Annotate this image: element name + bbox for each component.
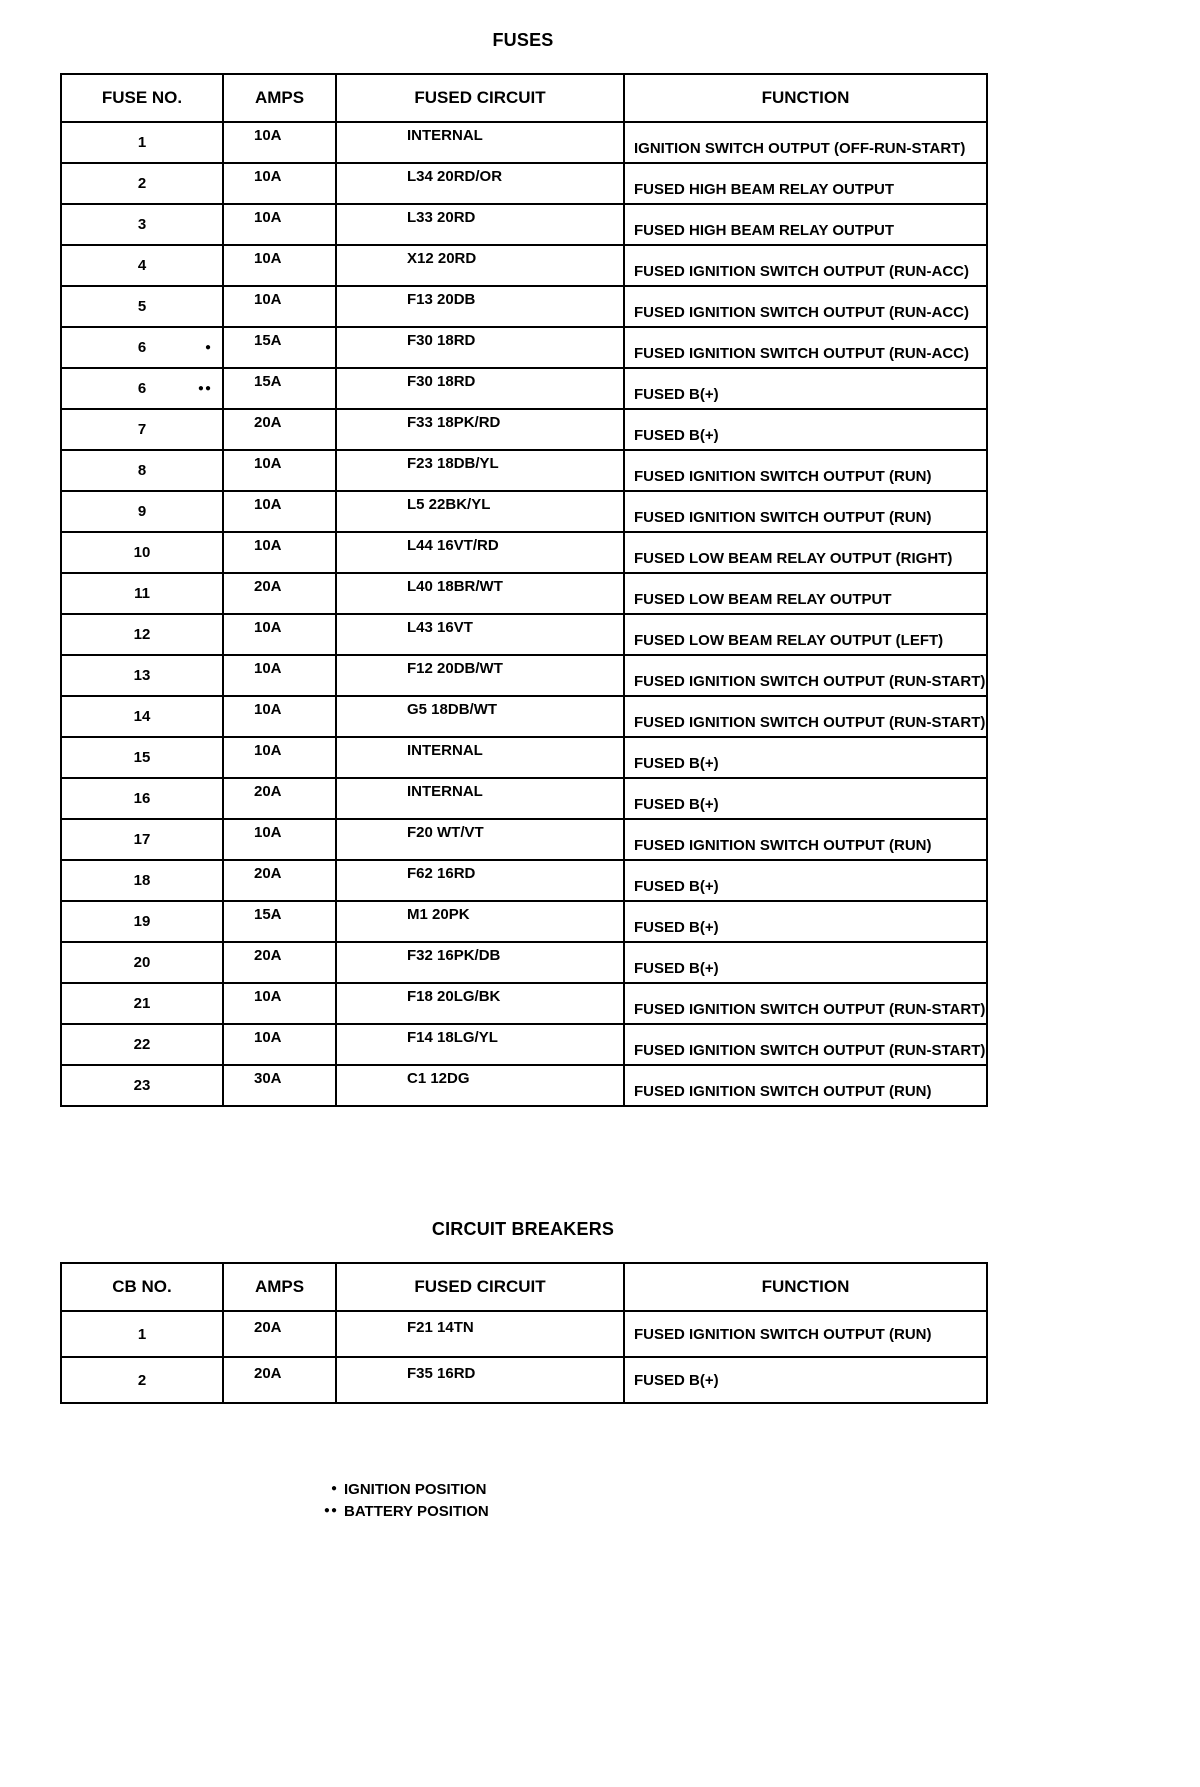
fuse-circuit-cell: F30 18RD bbox=[336, 327, 624, 368]
fuse-amps-cell: 10A bbox=[223, 696, 336, 737]
fuse-function-cell: IGNITION SWITCH OUTPUT (OFF-RUN-START) bbox=[624, 122, 987, 163]
fuse-row bbox=[61, 286, 987, 327]
fuse-number: 8 bbox=[137, 462, 147, 479]
fuse-function-cell: FUSED B(+) bbox=[624, 860, 987, 901]
fuses-table-header bbox=[61, 74, 987, 122]
fuse-number: 7 bbox=[137, 421, 147, 438]
legend bbox=[312, 1478, 986, 1522]
fuse-amps-cell: 10A bbox=[223, 286, 336, 327]
fuse-amps-cell: 10A bbox=[223, 204, 336, 245]
fuse-row bbox=[61, 614, 987, 655]
fuse-function-cell: FUSED B(+) bbox=[624, 901, 987, 942]
fuse-amps-cell: 10A bbox=[223, 1024, 336, 1065]
fuse-amps-cell: 10A bbox=[223, 122, 336, 163]
fuse-number-cell bbox=[61, 696, 223, 737]
fuse-number-cell bbox=[61, 737, 223, 778]
fuse-number: 2 bbox=[137, 175, 147, 192]
fuse-circuit-cell: G5 18DB/WT bbox=[336, 696, 624, 737]
circuit-breaker-number: 2 bbox=[137, 1371, 147, 1389]
fuse-circuit-cell: L5 22BK/YL bbox=[336, 491, 624, 532]
fuse-function-cell: FUSED IGNITION SWITCH OUTPUT (RUN-ACC) bbox=[624, 245, 987, 286]
fuse-row bbox=[61, 778, 987, 819]
fuse-amps-cell: 10A bbox=[223, 819, 336, 860]
fuse-amps-cell: 15A bbox=[223, 327, 336, 368]
fuse-number: 20 bbox=[133, 954, 151, 971]
fuse-number-cell bbox=[61, 655, 223, 696]
fuse-amps-cell: 15A bbox=[223, 368, 336, 409]
fuse-number-cell bbox=[61, 778, 223, 819]
fuse-amps-cell: 10A bbox=[223, 491, 336, 532]
fuse-function-cell: FUSED B(+) bbox=[624, 778, 987, 819]
fuse-circuit-cell: INTERNAL bbox=[336, 122, 624, 163]
fuse-circuit-cell: X12 20RD bbox=[336, 245, 624, 286]
fuse-number: 16 bbox=[133, 790, 151, 807]
fuses-header-circuit: FUSED CIRCUIT bbox=[336, 74, 624, 122]
fuse-amps-cell: 10A bbox=[223, 737, 336, 778]
fuse-number-cell bbox=[61, 573, 223, 614]
fuse-number: 17 bbox=[133, 831, 151, 848]
fuse-function-cell: FUSED IGNITION SWITCH OUTPUT (RUN-START) bbox=[624, 983, 987, 1024]
fuse-function-cell: FUSED HIGH BEAM RELAY OUTPUT bbox=[624, 163, 987, 204]
fuse-amps-cell: 10A bbox=[223, 245, 336, 286]
fuse-number: 10 bbox=[133, 544, 151, 561]
fuse-row bbox=[61, 204, 987, 245]
fuses-header-function: FUNCTION bbox=[624, 74, 987, 122]
fuse-number-cell bbox=[61, 942, 223, 983]
fuse-number: 6 bbox=[137, 339, 147, 356]
cb-header-circuit: FUSED CIRCUIT bbox=[336, 1263, 624, 1311]
fuse-row bbox=[61, 573, 987, 614]
fuse-number-cell bbox=[61, 450, 223, 491]
fuse-amps-cell: 15A bbox=[223, 901, 336, 942]
fuse-number: 6 bbox=[137, 380, 147, 397]
fuses-table-body bbox=[61, 122, 987, 1106]
fuse-number: 11 bbox=[134, 585, 150, 602]
fuse-amps-cell: 10A bbox=[223, 614, 336, 655]
legend-item-battery bbox=[312, 1500, 986, 1522]
fuse-row bbox=[61, 368, 987, 409]
fuse-number-cell bbox=[61, 532, 223, 573]
circuit-breakers-header-row bbox=[61, 1263, 987, 1311]
fuse-circuit-cell: F13 20DB bbox=[336, 286, 624, 327]
fuse-amps-cell: 20A bbox=[223, 409, 336, 450]
fuse-circuit-cell: F62 16RD bbox=[336, 860, 624, 901]
battery-position-dots-icon: ●● bbox=[323, 1505, 338, 1516]
fuse-function-cell: FUSED IGNITION SWITCH OUTPUT (RUN-START) bbox=[624, 655, 987, 696]
fuse-circuit-cell: L43 16VT bbox=[336, 614, 624, 655]
fuse-number: 22 bbox=[133, 1036, 151, 1053]
fuse-circuit-cell: F20 WT/VT bbox=[336, 819, 624, 860]
circuit-breaker-amps-cell: 20A bbox=[223, 1357, 336, 1403]
fuse-number-cell bbox=[61, 614, 223, 655]
fuse-function-cell: FUSED LOW BEAM RELAY OUTPUT bbox=[624, 573, 987, 614]
fuse-circuit-cell: INTERNAL bbox=[336, 737, 624, 778]
fuse-number-cell bbox=[61, 245, 223, 286]
fuse-function-cell: FUSED B(+) bbox=[624, 737, 987, 778]
fuse-function-cell: FUSED IGNITION SWITCH OUTPUT (RUN-ACC) bbox=[624, 327, 987, 368]
circuit-breaker-circuit-cell: F21 14TN bbox=[336, 1311, 624, 1357]
fuse-circuit-cell: F14 18LG/YL bbox=[336, 1024, 624, 1065]
fuse-circuit-cell: L33 20RD bbox=[336, 204, 624, 245]
fuse-number: 13 bbox=[133, 667, 151, 684]
fuse-number-cell bbox=[61, 409, 223, 450]
fuses-header-row bbox=[61, 74, 987, 122]
fuse-number: 14 bbox=[133, 708, 151, 725]
cb-header-cb-no: CB NO. bbox=[61, 1263, 223, 1311]
fuse-circuit-cell: F12 20DB/WT bbox=[336, 655, 624, 696]
fuse-number-cell bbox=[61, 1065, 223, 1106]
fuse-amps-cell: 10A bbox=[223, 983, 336, 1024]
fuse-function-cell: FUSED IGNITION SWITCH OUTPUT (RUN) bbox=[624, 450, 987, 491]
fuse-number-cell bbox=[61, 901, 223, 942]
fuse-number-cell bbox=[61, 368, 223, 409]
ignition-position-dot-icon: ● bbox=[330, 1483, 338, 1494]
fuse-circuit-cell: F33 18PK/RD bbox=[336, 409, 624, 450]
circuit-breakers-table bbox=[60, 1262, 988, 1404]
fuse-number-cell bbox=[61, 1024, 223, 1065]
circuit-breaker-row bbox=[61, 1311, 987, 1357]
fuse-number: 1 bbox=[137, 134, 147, 151]
fuse-row bbox=[61, 737, 987, 778]
circuit-breakers-section-title: CIRCUIT BREAKERS bbox=[431, 1219, 615, 1239]
fuse-number-cell bbox=[61, 860, 223, 901]
fuse-amps-cell: 20A bbox=[223, 942, 336, 983]
fuses-table bbox=[60, 73, 988, 1107]
fuse-amps-cell: 20A bbox=[223, 573, 336, 614]
fuse-row bbox=[61, 655, 987, 696]
fuses-header-amps: AMPS bbox=[223, 74, 336, 122]
fuse-row bbox=[61, 1024, 987, 1065]
circuit-breaker-row bbox=[61, 1357, 987, 1403]
fuse-row bbox=[61, 491, 987, 532]
fuse-function-cell: FUSED LOW BEAM RELAY OUTPUT (LEFT) bbox=[624, 614, 987, 655]
fuse-amps-cell: 10A bbox=[223, 655, 336, 696]
fuse-row bbox=[61, 819, 987, 860]
fuse-number-cell bbox=[61, 286, 223, 327]
ignition-position-dot-icon: ● bbox=[204, 341, 212, 353]
fuses-header-fuse-no: FUSE NO. bbox=[61, 74, 223, 122]
fuse-number-cell bbox=[61, 327, 223, 368]
fuse-function-cell: FUSED IGNITION SWITCH OUTPUT (RUN-START) bbox=[624, 696, 987, 737]
fuse-function-cell: FUSED B(+) bbox=[624, 409, 987, 450]
circuit-breakers-table-header bbox=[61, 1263, 987, 1311]
circuit-breaker-amps-cell: 20A bbox=[223, 1311, 336, 1357]
fuse-number: 21 bbox=[133, 995, 151, 1012]
fuse-row bbox=[61, 122, 987, 163]
fuse-number-cell bbox=[61, 491, 223, 532]
circuit-breaker-function-cell: FUSED IGNITION SWITCH OUTPUT (RUN) bbox=[624, 1311, 987, 1357]
circuit-breaker-function-cell: FUSED B(+) bbox=[624, 1357, 987, 1403]
fuse-function-cell: FUSED HIGH BEAM RELAY OUTPUT bbox=[624, 204, 987, 245]
fuse-row bbox=[61, 942, 987, 983]
fuse-function-cell: FUSED LOW BEAM RELAY OUTPUT (RIGHT) bbox=[624, 532, 987, 573]
circuit-breaker-circuit-cell: F35 16RD bbox=[336, 1357, 624, 1403]
fuse-row bbox=[61, 163, 987, 204]
fuse-circuit-cell: M1 20PK bbox=[336, 901, 624, 942]
legend-label-ignition: IGNITION POSITION bbox=[344, 1480, 487, 1498]
fuse-circuit-cell: C1 12DG bbox=[336, 1065, 624, 1106]
fuse-function-cell: FUSED IGNITION SWITCH OUTPUT (RUN-ACC) bbox=[624, 286, 987, 327]
fuse-row bbox=[61, 1065, 987, 1106]
fuse-function-cell: FUSED IGNITION SWITCH OUTPUT (RUN) bbox=[624, 1065, 987, 1106]
legend-label-battery: BATTERY POSITION bbox=[344, 1502, 489, 1520]
fuse-amps-cell: 10A bbox=[223, 450, 336, 491]
fuse-amps-cell: 20A bbox=[223, 778, 336, 819]
circuit-breaker-number-cell bbox=[61, 1311, 223, 1357]
fuse-circuit-cell: L34 20RD/OR bbox=[336, 163, 624, 204]
fuse-row bbox=[61, 901, 987, 942]
fuse-number-cell bbox=[61, 819, 223, 860]
fuse-function-cell: FUSED IGNITION SWITCH OUTPUT (RUN) bbox=[624, 819, 987, 860]
fuse-circuit-cell: INTERNAL bbox=[336, 778, 624, 819]
fuse-circuit-cell: F32 16PK/DB bbox=[336, 942, 624, 983]
fuse-function-cell: FUSED B(+) bbox=[624, 368, 987, 409]
fuse-circuit-cell: L44 16VT/RD bbox=[336, 532, 624, 573]
fuse-number: 19 bbox=[133, 913, 151, 930]
fuse-function-cell: FUSED IGNITION SWITCH OUTPUT (RUN-START) bbox=[624, 1024, 987, 1065]
fuse-number-cell bbox=[61, 983, 223, 1024]
fuse-number-cell bbox=[61, 204, 223, 245]
legend-item-ignition bbox=[312, 1478, 986, 1500]
manual-page bbox=[60, 0, 986, 1522]
fuse-amps-cell: 10A bbox=[223, 532, 336, 573]
circuit-breaker-number-cell bbox=[61, 1357, 223, 1403]
fuse-number: 23 bbox=[133, 1077, 151, 1094]
fuse-circuit-cell: F30 18RD bbox=[336, 368, 624, 409]
fuse-function-cell: FUSED B(+) bbox=[624, 942, 987, 983]
cb-header-amps: AMPS bbox=[223, 1263, 336, 1311]
fuse-function-cell: FUSED IGNITION SWITCH OUTPUT (RUN) bbox=[624, 491, 987, 532]
circuit-breaker-number: 1 bbox=[137, 1325, 147, 1343]
fuses-section-title: FUSES bbox=[492, 30, 554, 50]
fuse-row bbox=[61, 983, 987, 1024]
fuse-amps-cell: 20A bbox=[223, 860, 336, 901]
fuse-number-cell bbox=[61, 122, 223, 163]
fuse-number: 4 bbox=[137, 257, 147, 274]
fuse-number: 18 bbox=[133, 872, 151, 889]
fuse-circuit-cell: F18 20LG/BK bbox=[336, 983, 624, 1024]
fuse-amps-cell: 30A bbox=[223, 1065, 336, 1106]
fuse-circuit-cell: F23 18DB/YL bbox=[336, 450, 624, 491]
fuse-row bbox=[61, 860, 987, 901]
fuse-number: 9 bbox=[137, 503, 147, 520]
fuse-number: 5 bbox=[137, 298, 147, 315]
fuse-row bbox=[61, 696, 987, 737]
fuse-circuit-cell: L40 18BR/WT bbox=[336, 573, 624, 614]
fuse-row bbox=[61, 409, 987, 450]
fuse-amps-cell: 10A bbox=[223, 163, 336, 204]
fuse-row bbox=[61, 450, 987, 491]
fuse-row bbox=[61, 327, 987, 368]
circuit-breakers-table-body bbox=[61, 1311, 987, 1403]
fuse-row bbox=[61, 532, 987, 573]
fuse-number: 12 bbox=[133, 626, 151, 643]
fuse-number-cell bbox=[61, 163, 223, 204]
cb-header-function: FUNCTION bbox=[624, 1263, 987, 1311]
fuse-number: 3 bbox=[137, 216, 147, 233]
fuse-number: 15 bbox=[133, 749, 151, 766]
fuse-row bbox=[61, 245, 987, 286]
battery-position-dots-icon: ●● bbox=[197, 382, 212, 394]
